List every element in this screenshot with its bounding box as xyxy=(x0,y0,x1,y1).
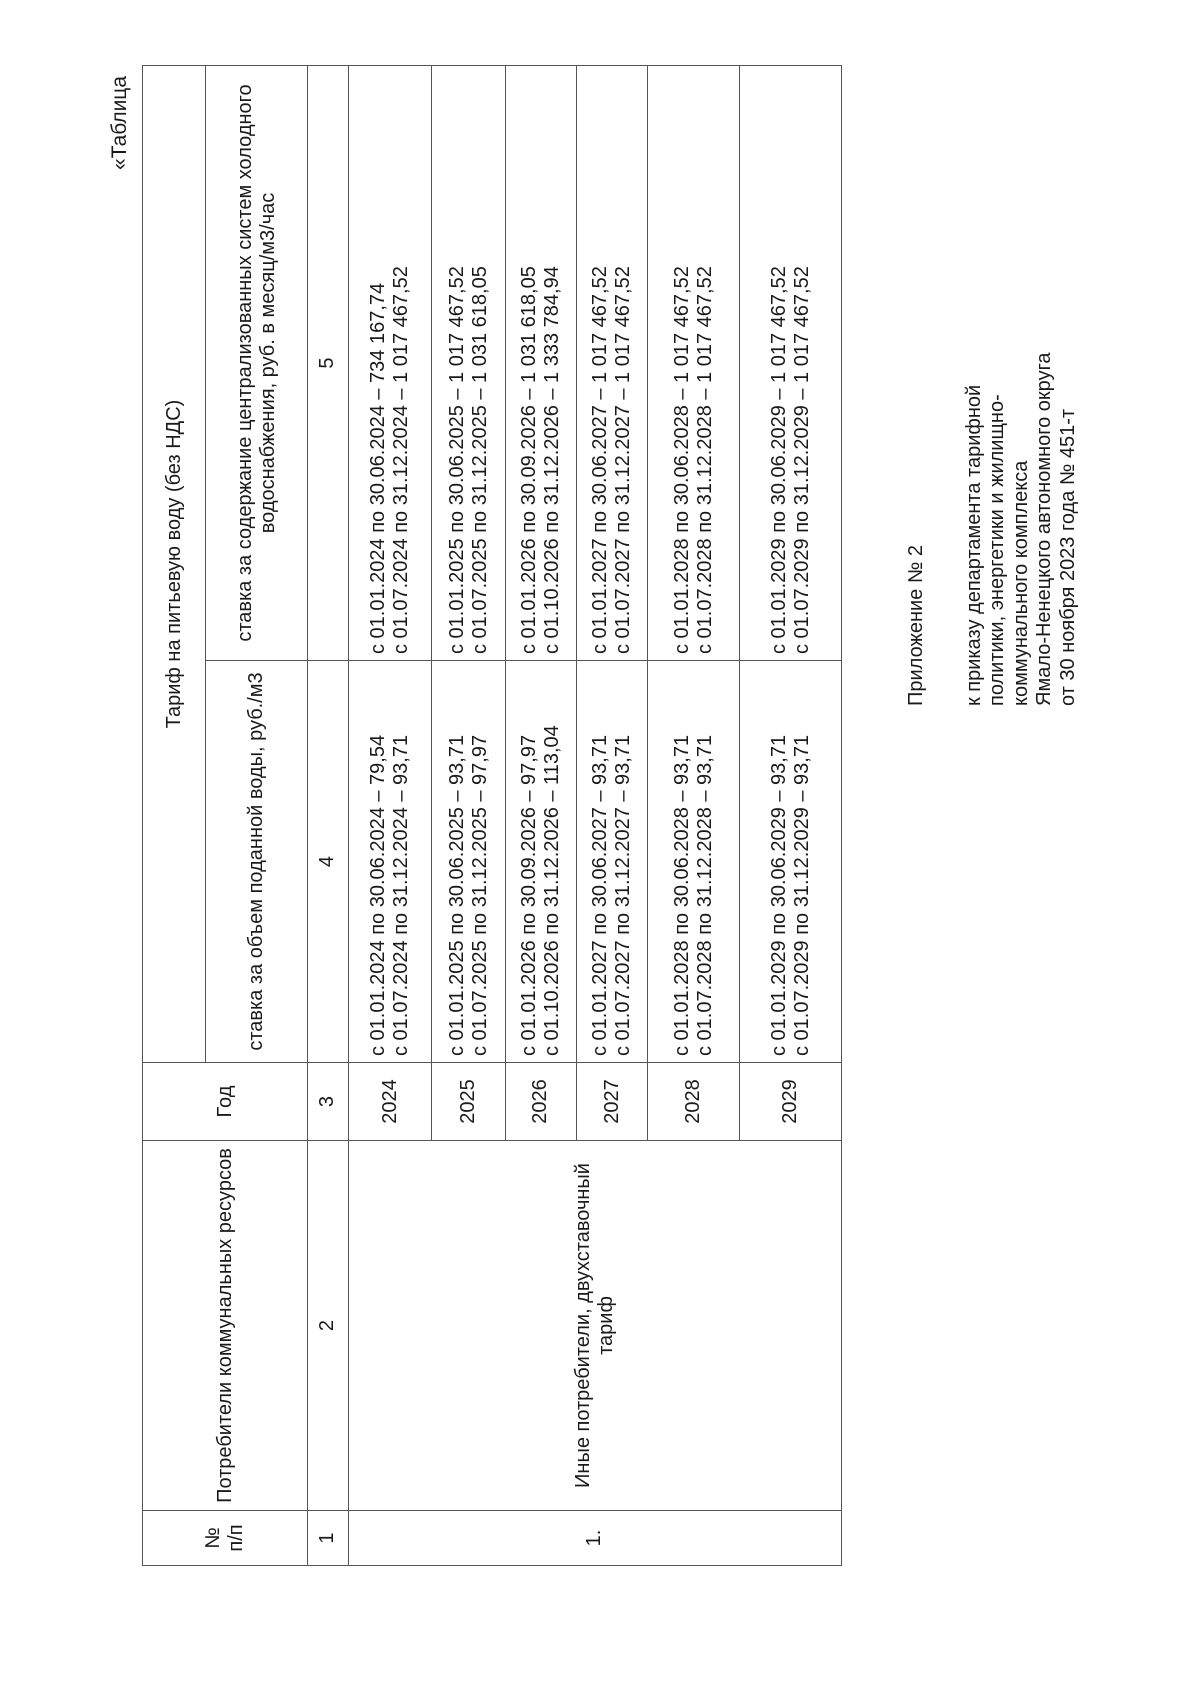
appendix-line: к приказу департамента тарифной xyxy=(962,384,985,706)
appendix-line: от 30 ноября 2023 года № 451-т xyxy=(1056,408,1079,706)
rate-line: с 01.01.2026 по 30.09.2026 – 97,97 xyxy=(517,734,540,1056)
volume-rate-cell xyxy=(648,661,740,1063)
maintenance-rate-cell xyxy=(348,66,432,661)
table-row xyxy=(348,66,432,1566)
year-cell: 2028 xyxy=(648,1063,740,1141)
appendix-note xyxy=(905,86,1081,706)
appendix-line: политики, энергетики и жилищно- xyxy=(986,394,1009,706)
rate-line: с 01.07.2028 по 31.12.2028 – 1 017 467,52 xyxy=(693,266,716,654)
rate-line: с 01.01.2024 по 30.06.2024 – 79,54 xyxy=(367,734,390,1056)
year-cell: 2025 xyxy=(432,1063,505,1141)
year-cell: 2027 xyxy=(577,1063,648,1141)
year-cell: 2029 xyxy=(740,1063,842,1141)
rate-line: с 01.07.2029 по 31.12.2029 – 1 017 467,52 xyxy=(790,266,813,654)
table-caption: «Таблица xyxy=(108,75,131,170)
rate-line: с 01.01.2026 по 30.09.2026 – 1 031 618,05 xyxy=(517,266,540,654)
header-maintenance-rate: ставка за содержание централизованных систем холодного водоснабжения, руб. в месяц/м3/час xyxy=(206,66,308,661)
column-number-1: 1 xyxy=(308,1511,349,1566)
consumer-category: Иные потребители, двухставочный тариф xyxy=(348,1141,841,1511)
rate-line: с 01.07.2027 по 31.12.2027 – 93,71 xyxy=(612,734,635,1056)
maintenance-rate-cell xyxy=(505,66,576,661)
year-cell: 2026 xyxy=(505,1063,576,1141)
header-row-1 xyxy=(143,66,206,1566)
maintenance-rate-cell xyxy=(648,66,740,661)
maintenance-rate-cell xyxy=(432,66,505,661)
maintenance-rate-cell xyxy=(577,66,648,661)
rate-line: с 01.10.2026 по 31.12.2026 – 1 333 784,94 xyxy=(540,266,563,654)
appendix-line: коммунального комплекса xyxy=(1009,460,1032,706)
rate-line: с 01.07.2028 по 31.12.2028 – 93,71 xyxy=(693,734,716,1056)
volume-rate-cell xyxy=(505,661,576,1063)
header-consumer: Потребители коммунальных ресурсов xyxy=(143,1141,308,1511)
column-number-row xyxy=(308,66,349,1566)
column-number-3: 3 xyxy=(308,1063,349,1141)
rate-line: с 01.01.2025 по 30.06.2025 – 1 017 467,52 xyxy=(445,266,468,654)
rate-line: с 01.01.2029 по 30.06.2029 – 93,71 xyxy=(767,734,790,1056)
header-number: № п/п xyxy=(143,1511,308,1566)
maintenance-rate-cell xyxy=(740,66,842,661)
rate-line: с 01.10.2026 по 31.12.2026 – 113,04 xyxy=(540,725,563,1056)
volume-rate-cell xyxy=(432,661,505,1063)
rate-line: с 01.01.2029 по 30.06.2029 – 1 017 467,52 xyxy=(767,266,790,654)
appendix-title: Приложение № 2 xyxy=(905,545,927,706)
rate-line: с 01.07.2029 по 31.12.2029 – 93,71 xyxy=(790,734,813,1056)
rate-line: с 01.07.2027 по 31.12.2027 – 1 017 467,52 xyxy=(612,266,635,654)
rate-line: с 01.01.2028 по 30.06.2028 – 1 017 467,52 xyxy=(670,266,693,654)
tariff-table xyxy=(142,65,842,1566)
header-tariff-group: Тариф на питьевую воду (без НДС) xyxy=(143,66,206,1063)
header-volume-rate: ставка за объем поданной воды, руб./м3 xyxy=(206,661,308,1063)
rate-line: с 01.07.2025 по 31.12.2025 – 1 031 618,05 xyxy=(468,266,491,654)
rate-line: с 01.01.2025 по 30.06.2025 – 93,71 xyxy=(445,734,468,1056)
column-number-4: 4 xyxy=(308,661,349,1063)
year-cell: 2024 xyxy=(348,1063,432,1141)
column-number-5: 5 xyxy=(308,66,349,661)
volume-rate-cell xyxy=(348,661,432,1063)
header-year: Год xyxy=(143,1063,308,1141)
volume-rate-cell xyxy=(740,661,842,1063)
rate-line: с 01.01.2027 по 30.06.2027 – 93,71 xyxy=(589,734,612,1056)
rate-line: с 01.07.2025 по 31.12.2025 – 97,97 xyxy=(468,734,491,1056)
rate-line: с 01.01.2028 по 30.06.2028 – 93,71 xyxy=(670,734,693,1056)
rate-line: с 01.01.2024 по 30.06.2024 – 734 167,74 xyxy=(367,282,390,654)
row-number: 1. xyxy=(348,1511,841,1566)
appendix-line: Ямало-Ненецкого автономного округа xyxy=(1033,352,1056,706)
rate-line: с 01.07.2024 по 31.12.2024 – 93,71 xyxy=(390,734,413,1056)
volume-rate-cell xyxy=(577,661,648,1063)
rate-line: с 01.01.2027 по 30.06.2027 – 1 017 467,52 xyxy=(589,266,612,654)
rate-line: с 01.07.2024 по 31.12.2024 – 1 017 467,52 xyxy=(390,266,413,654)
column-number-2: 2 xyxy=(308,1141,349,1511)
